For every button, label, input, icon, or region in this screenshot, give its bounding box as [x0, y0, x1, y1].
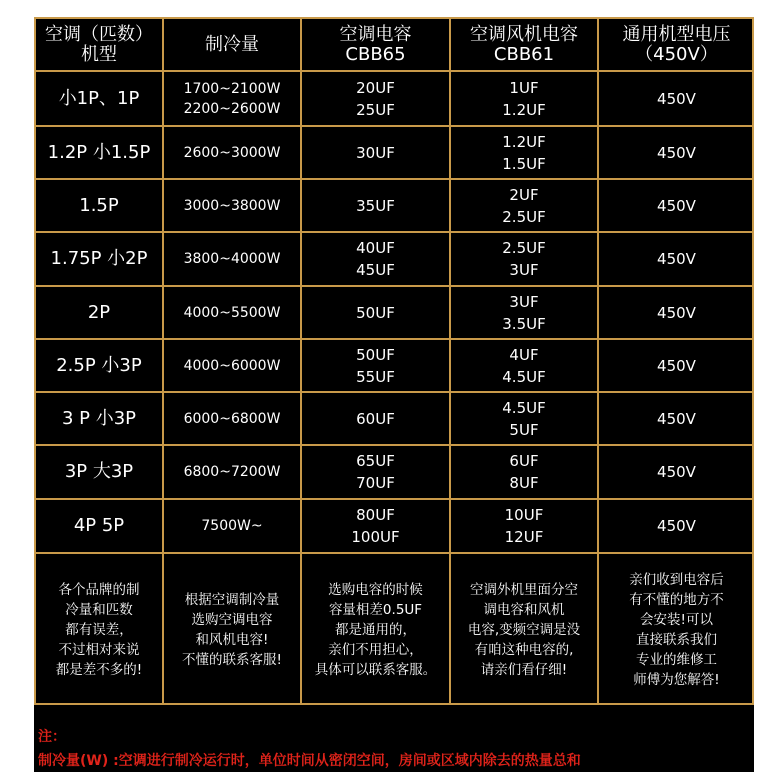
cell-line: CBB61	[493, 43, 555, 65]
cell-cooling	[164, 287, 300, 338]
cell-line: 50UF	[356, 345, 395, 364]
cell-cooling	[164, 393, 300, 444]
cell-line: 450V	[657, 89, 696, 108]
cell-line: 空调电容	[339, 23, 412, 45]
cell-line: 7500W~	[201, 518, 263, 534]
footnote	[38, 725, 754, 772]
cell-line: 会安装!可以	[640, 611, 713, 628]
cell-voltage	[599, 500, 754, 552]
cell-voltage	[599, 180, 754, 231]
cell-line: 1.75P 小2P	[50, 248, 148, 269]
cell-model	[36, 393, 162, 444]
cell-cooling	[164, 446, 300, 498]
cell-line: 450V	[657, 143, 696, 162]
cell-cooling	[164, 340, 300, 391]
note-model	[36, 554, 162, 705]
cell-cooling	[164, 72, 300, 125]
cell-line: 50UF	[356, 303, 395, 322]
cell-line: 450V	[657, 356, 696, 375]
cell-capacitor	[302, 287, 449, 338]
cell-line: 45UF	[356, 261, 395, 279]
cell-line: 机型	[81, 43, 117, 65]
cell-line: 根据空调制冷量	[184, 591, 280, 608]
cell-line: 选购电容的时候	[328, 581, 423, 598]
cell-line: 100UF	[351, 528, 400, 546]
cell-capacitor	[302, 233, 449, 285]
cell-capacitor	[302, 446, 449, 498]
cell-line: 12UF	[504, 528, 544, 546]
cell-model	[36, 500, 162, 552]
note-cooling	[164, 554, 300, 705]
note-fan-capacitor	[451, 554, 597, 705]
cell-fan-capacitor	[451, 393, 597, 444]
note-voltage	[599, 554, 754, 705]
cell-voltage	[599, 233, 754, 285]
cell-line: 师傅为您解答!	[633, 671, 720, 688]
cell-line: 冷量和匹数	[65, 601, 133, 618]
cell-voltage	[599, 127, 754, 178]
cell-line: 小1P、1P	[58, 87, 140, 109]
cell-line: 8UF	[509, 474, 539, 492]
cell-line: 有咱这种电容的,	[474, 641, 574, 658]
cell-capacitor	[302, 180, 449, 231]
cell-line: 450V	[657, 303, 696, 322]
cell-fan-capacitor	[451, 446, 597, 498]
cell-line: 450V	[657, 409, 696, 428]
cell-line: 3UF	[509, 261, 539, 279]
cell-line: 有不懂的地方不	[629, 591, 724, 608]
header-voltage	[599, 19, 754, 70]
cell-line: 制冷量	[205, 33, 259, 55]
cell-line: 1UF	[509, 78, 539, 97]
cell-line: 通用机型电压	[622, 23, 731, 45]
cell-line: 2.5UF	[502, 207, 546, 226]
cell-voltage	[599, 393, 754, 444]
cell-line: 2200~2600W	[183, 100, 281, 117]
cell-voltage	[599, 446, 754, 498]
cell-line: 2.5P 小3P	[56, 354, 142, 376]
cell-line: 60UF	[356, 409, 395, 428]
cell-line: 空调风机电容	[470, 23, 578, 45]
cell-cooling	[164, 127, 300, 178]
cell-line: 10UF	[504, 506, 544, 524]
cell-voltage	[599, 340, 754, 391]
cell-line: 40UF	[356, 239, 395, 257]
cell-line: 65UF	[356, 452, 395, 470]
cell-cooling	[164, 500, 300, 552]
cell-line: 450V	[657, 196, 696, 215]
cell-line: 都是差不多的!	[55, 661, 143, 678]
header-fan-capacitor	[451, 19, 597, 70]
cell-voltage	[599, 72, 754, 125]
cell-capacitor	[302, 340, 449, 391]
cell-line: 3UF	[509, 292, 539, 311]
cell-model	[36, 72, 162, 125]
cell-line: 1.2UF	[502, 100, 546, 119]
cell-line: 2600~3000W	[183, 144, 281, 161]
cell-line: 4000~6000W	[183, 357, 281, 374]
cell-capacitor	[302, 393, 449, 444]
cell-line: 450V	[657, 517, 696, 535]
cell-line: 80UF	[356, 506, 395, 524]
cell-line: 6UF	[509, 452, 539, 470]
cell-model	[36, 446, 162, 498]
cell-line: 请亲们看仔细!	[480, 661, 568, 678]
cell-line: 不过相对来说	[58, 641, 140, 658]
cell-line: 70UF	[356, 474, 395, 492]
cell-line: 4UF	[509, 345, 539, 364]
cell-capacitor	[302, 127, 449, 178]
cell-line: 2UF	[509, 185, 539, 204]
cell-line: 6000~6800W	[183, 410, 281, 427]
cell-line: 25UF	[356, 100, 395, 119]
cell-line: 2.5UF	[502, 239, 546, 257]
cell-line: 1700~2100W	[183, 80, 281, 97]
header-cooling	[164, 19, 300, 70]
cell-line: 亲们不用担心，	[328, 641, 423, 658]
spec-table-panel	[34, 17, 754, 772]
cell-line: 4.5UF	[502, 398, 546, 417]
cell-line: 20UF	[356, 78, 395, 97]
cell-line: 都有误差，	[65, 621, 133, 638]
cell-line: 空调外机里面分空	[470, 581, 578, 598]
cell-fan-capacitor	[451, 72, 597, 125]
cell-line: 不懂的联系客服!	[182, 651, 282, 668]
cell-line: 3000~3800W	[183, 197, 281, 214]
cell-fan-capacitor	[451, 340, 597, 391]
cell-line: 电容,变频空调是没	[467, 621, 581, 638]
cell-line: 1.2UF	[502, 132, 546, 151]
cell-voltage	[599, 287, 754, 338]
cell-fan-capacitor	[451, 287, 597, 338]
cell-line: 6800~7200W	[183, 464, 281, 480]
cell-line: 1.5UF	[502, 154, 546, 173]
footnote-title: 注：	[38, 729, 66, 745]
cell-line: 450V	[657, 463, 696, 481]
cell-capacitor	[302, 72, 449, 125]
cell-line: 2P	[87, 301, 111, 323]
cell-model	[36, 287, 162, 338]
cell-line: 3800~4000W	[183, 251, 281, 267]
cell-fan-capacitor	[451, 127, 597, 178]
cell-line: 30UF	[356, 143, 395, 162]
cell-line: 55UF	[356, 367, 395, 386]
cell-line: 3.5UF	[502, 314, 546, 333]
cell-model	[36, 233, 162, 285]
cell-model	[36, 340, 162, 391]
cell-line: 容量相差0.5UF	[328, 601, 423, 618]
cell-line: 空调（匹数）	[45, 23, 153, 45]
cell-model	[36, 127, 162, 178]
cell-cooling	[164, 233, 300, 285]
cell-line: 调电容和风机	[483, 601, 565, 618]
cell-line: 具体可以联系客服。	[314, 661, 437, 678]
cell-line: 1.2P 小1.5P	[47, 141, 151, 163]
cell-line: 各个品牌的制	[58, 581, 140, 598]
cell-cooling	[164, 180, 300, 231]
footnote-text: 制冷量(W) :空调进行制冷运行时，单位时间从密闭空间，房间或区域内除去的热量总和	[38, 753, 581, 769]
cell-line: 3 P 小3P	[61, 407, 137, 429]
cell-line: 和风机电容!	[195, 631, 269, 648]
cell-line: 4000~5500W	[183, 304, 281, 321]
header-model	[36, 19, 162, 70]
cell-line: 1.5P	[79, 194, 119, 216]
cell-fan-capacitor	[451, 180, 597, 231]
cell-line: 直接联系我们	[636, 631, 717, 648]
cell-line: 4.5UF	[502, 367, 546, 386]
cell-fan-capacitor	[451, 233, 597, 285]
cell-line: （450V）	[635, 43, 718, 65]
cell-line: CBB65	[345, 43, 406, 65]
cell-line: 专业的维修工	[636, 651, 717, 668]
cell-line: 4P 5P	[73, 515, 125, 536]
note-capacitor	[302, 554, 449, 705]
header-capacitor	[302, 19, 449, 70]
cell-line: 5UF	[509, 420, 539, 439]
cell-line: 35UF	[356, 196, 395, 215]
cell-line: 3P 大3P	[64, 461, 134, 482]
cell-line: 都是通用的，	[335, 621, 416, 638]
cell-model	[36, 180, 162, 231]
cell-fan-capacitor	[451, 500, 597, 552]
cell-capacitor	[302, 500, 449, 552]
cell-line: 450V	[657, 250, 696, 268]
cell-line: 选购空调电容	[191, 611, 273, 628]
cell-line: 亲们收到电容后	[629, 571, 724, 588]
